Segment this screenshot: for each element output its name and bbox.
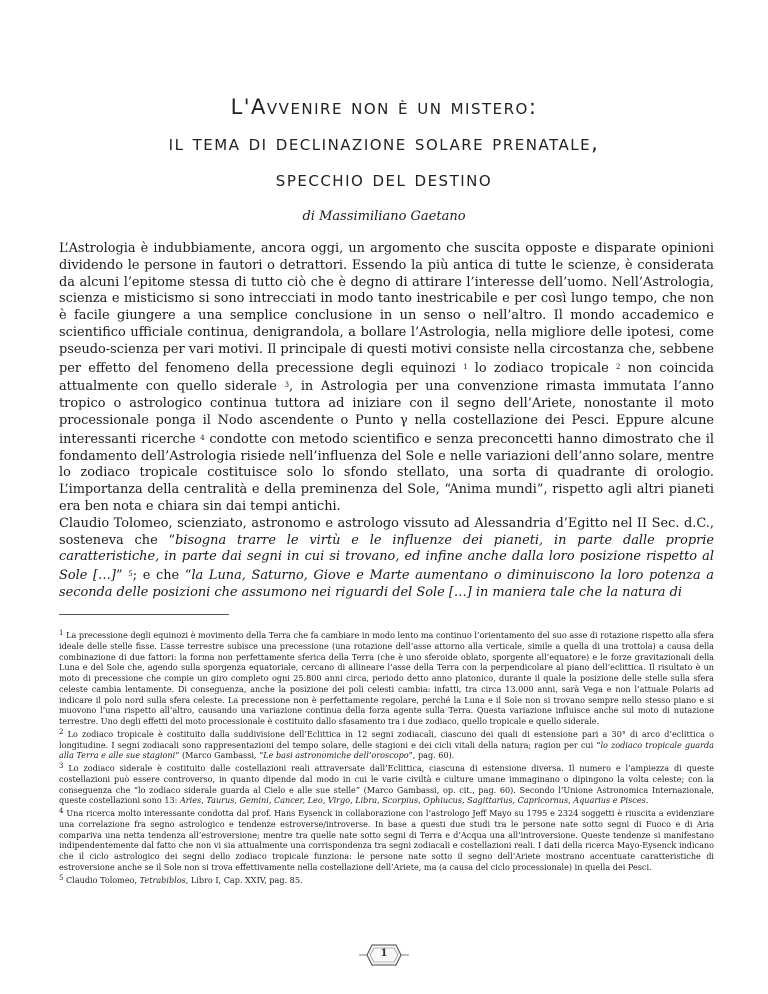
paragraph-2: Claudio Tolomeo, scienziato, astronomo e astrologo vissuto ad Alessandria d’Egitto nel II Sec. d.C., sosteneva che “bisogna trarre le virtù e le influenze dei pianeti, in parte dalle proprie caratteristiche, in parte dai segni in cui si trovano, ed infine anche dalla loro posizione rispetto al Sole […]” $^5$; e che “la Luna, Saturno, Giove e Marte aumentano o diminuiscono la loro potenza a seconda delle posizioni che assumono nei riguardi del Sole […] in maniera tale che la natura di xyxy=(59,515,714,600)
footnote-ref-4: 4 xyxy=(200,433,205,442)
page-number-badge xyxy=(359,942,409,968)
paragraph-1: L’Astrologia è indubbiamente, ancora oggi, un argomento che suscita opposte e disparate opinioni dividendo le persone in fautori o detrattori. Essendo la più antica di tutte le scienze, è considerata da alcuni l’epitome stessa di tutto ciò che è degno di attirare l’interesse dell’uomo. Nell’Astrologia, scienza e misticismo si sono intrecciati in modo tanto inestricabile e per così lungo tempo, che non è facile giungere a una semplice conclusione in un senso o nell’altro. Il mondo accademico e scientifico ufficiale continua, denigrandola, a bollare l’Astrologia, nella migliore delle ipotesi, come pseudo-scienza per vari motivi. Il principale di questi motivi consiste nella circostanza che, sebbene per effetto del fenomeno della precessione degli equinozi $^1$ lo zodiaco tropicale $^2$ non coincida attualmente con quello siderale $^3$, in Astrologia per una convenzione rimasta immutata l’anno tropico o astrologico continua tuttora ad iniziare con il segno dell’Ariete, nonostante il moto processionale ponga il Nodo ascendente o Punto γ nella costellazione dei Pesci. Eppure alcune interessanti ricerche $^4$ condotte con metodo scientifico e senza preconcetti hanno dimostrato che il fondamento dell’Astrologia risiede nell’influenza del Sole e nelle variazioni dell’anno solare, mentre lo zodiaco tropicale costituisce solo lo sfondo stellato, una sorta di quadrante di orologio. L’importanza della centralità e della preminenza del Sole, “Anima mundi”, rispetto agli altri pianeti era ben nota e chiara sin dai tempi antichi. xyxy=(59,241,714,514)
footnote-ref-3: 3 xyxy=(284,381,290,390)
page-number: 1 xyxy=(380,948,388,959)
footnote-ref-1: 1 xyxy=(463,362,468,371)
footnote-separator xyxy=(59,614,229,615)
footnote-3: $^3$ Lo zodiaco siderale è costituito dalle costellazioni reali attraversate dall’Eclittica, ciascuna di estensione diversa. Il numero e l’ampiezza di queste costellazioni può essere controverso, in quanto dipende dal modo in cui le varie civiltà e culture umane immaginano o dipingono la volta celeste; con la conseguenza che “lo zodiaco siderale guarda al Cielo e alle sue stelle” (Marco Gambassi, op. cit., pag. 60). Secondo l’Unione Astronomica Internazionale, queste costellazioni sono 13: Aries, Taurus, Gemini, Cancer, Leo, Virgo, Libra, Scorpius, Ophiucus, Sagittarius, Capricornus, Aquarius e Pisces. xyxy=(59,762,714,806)
footnote-ref-5: 5 xyxy=(128,570,133,579)
title-line-3: specchio del destino xyxy=(275,167,493,191)
footnote-2: $^2$ Lo zodiaco tropicale è costituito dalla suddivisione dell’Eclittica in 12 segni zodiacali, ciascuno dei quali di estensione pari a 30° di arco d’eclittica o longitudine. I segni zodiacali sono rappresentazioni del tempo solare, delle stagioni e dei cicli vitali della natura; ragion per cui “lo zodiaco tropicale guarda alla Terra e alle sue stagioni” (Marco Gambassi, “Le basi astronomiche dell’oroscopo”, pag. 60). xyxy=(59,727,714,761)
byline: di Massimiliano Gaetano xyxy=(302,209,466,224)
footnote-5: $^5$ Claudio Tolomeo, Tetrabiblos, Libro I, Cap. XXIV, pag. 85. xyxy=(59,873,303,885)
title-line-2: il tema di declinazione solare prenatale, xyxy=(168,131,600,155)
footnotes xyxy=(59,628,714,885)
title-line-1: L'Avvenire non è un mistero: xyxy=(230,95,538,119)
body-text xyxy=(59,241,714,602)
footnote-1: $^1$ La precessione degli equinozi è movimento della Terra che fa cambiare in modo lento ma continuo l’orientamento del suo asse di rotazione rispetto alla sfera ideale delle stelle fisse. L’asse terrestre subisce una precessione (una rotazione dell’asse attorno alla verticale, simile a quella di una trottola) a causa della combinazione di due fattori: la forma non perfettamente sferica della Terra (che è uno sferoide oblato, sporgente all’equatore) e le forze gravitazionali della Luna e del Sole che, agendo sulla sporgenza equatoriale, cercano di allineare l’asse della Terra con la perpendicolare al piano dell’eclittica. Il risultato è un moto di precessione che compie un giro completo ogni 25.800 anni circa, periodo detto anno platonico, durante il quale la posizione delle stelle sulla sfera celeste cambia lentamente. Di conseguenza, anche la posizione dei poli celesti cambia: infatti, tra circa 13.000 anni, sarà Vega e non l’attuale Polaris ad indicare il polo nord sulla sfera celeste. La precessione non è perfettamente regolare, perché la Luna e il Sole non si trovano sempre nello stesso piano e si muovono l’una rispetto all’altro, causando una variazione continua della forza agente sulla Terra. Questa variazione influisce anche sul moto di nutazione terrestre. Uno degli effetti del moto processionale è costituito dallo sfasamento tra i due zodiaco, quello tropicale e quello siderale. xyxy=(59,629,714,726)
footnote-ref-2: 2 xyxy=(616,362,621,371)
footnote-4: $^4$ Una ricerca molto interessante condotta dal prof. Hans Eysenck in collaborazione con l’astrologo Jeff Mayo su 1795 e 2324 soggetti è riuscita a evidenziare una correlazione fra segno astrologico e tendenze estroverse/introverse. In base a questi due studi tra le persone nate sotto segni di Fuoco e di Aria compariva una netta tendenza all’estroversione; mentre tra quelle nate sotto segni di Terra e d’Acqua una all’introversione. Queste tendenze si manifestano indipendentemente dal fatto che non vi sia attualmente una corrispondenza tra segni zodiacali e costellazioni reali. I dati della ricerca Mayo-Eysenck indicano che il ciclo astrologico dei segni dello zodiaco tropicale funziona: le persone nate sotto il segno dell’Ariete mostrano accentuate caratteristiche di estroversione anche se il Sole non si trova effettivamente nella costellazione dell’Ariete, ma (a causa del ciclo processionale) in quella dei Pesci. xyxy=(59,807,714,872)
